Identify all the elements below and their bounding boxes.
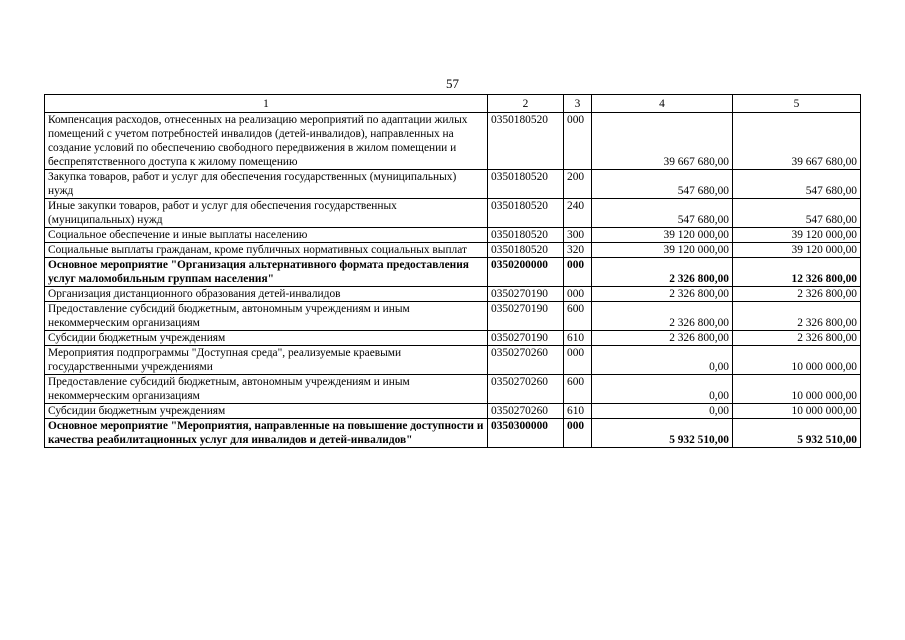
column-header: 2: [488, 95, 564, 113]
row-value-4: 2 326 800,00: [592, 331, 733, 346]
row-name: Основное мероприятие "Мероприятия, направленные на повышение доступности и качества реабилитационных услуг для инвалидов и детей-инвалидов": [45, 419, 488, 448]
row-code: 0350270190: [488, 287, 564, 302]
column-header: 5: [733, 95, 861, 113]
row-value-5: 10 000 000,00: [733, 404, 861, 419]
table-row: [45, 331, 861, 346]
row-name: Социальные выплаты гражданам, кроме публичных нормативных социальных выплат: [45, 243, 488, 258]
row-name: Организация дистанционного образования детей-инвалидов: [45, 287, 488, 302]
row-value-5: 2 326 800,00: [733, 302, 861, 331]
row-type: 600: [564, 302, 592, 331]
row-type: 600: [564, 375, 592, 404]
budget-table: [44, 94, 861, 448]
row-value-4: 547 680,00: [592, 199, 733, 228]
row-code: 0350180520: [488, 170, 564, 199]
row-value-5: 5 932 510,00: [733, 419, 861, 448]
row-value-5: 12 326 800,00: [733, 258, 861, 287]
table-row: [45, 302, 861, 331]
table-row: [45, 375, 861, 404]
row-code: 0350180520: [488, 228, 564, 243]
table-row: [45, 346, 861, 375]
row-value-4: 39 120 000,00: [592, 228, 733, 243]
row-type: 000: [564, 113, 592, 170]
row-type: 000: [564, 287, 592, 302]
row-value-4: 39 120 000,00: [592, 243, 733, 258]
table-row: [45, 113, 861, 170]
row-type: 240: [564, 199, 592, 228]
column-header: 3: [564, 95, 592, 113]
row-code: 0350180520: [488, 113, 564, 170]
row-value-5: 39 120 000,00: [733, 228, 861, 243]
column-header: 4: [592, 95, 733, 113]
row-value-5: 547 680,00: [733, 199, 861, 228]
row-code: 0350270190: [488, 302, 564, 331]
row-value-5: 2 326 800,00: [733, 331, 861, 346]
row-name: Мероприятия подпрограммы "Доступная среда", реализуемые краевыми государственными учреждениями: [45, 346, 488, 375]
table-row: [45, 258, 861, 287]
table-row: [45, 404, 861, 419]
table-row: [45, 243, 861, 258]
row-value-5: 10 000 000,00: [733, 375, 861, 404]
row-value-4: 2 326 800,00: [592, 302, 733, 331]
row-name: Иные закупки товаров, работ и услуг для обеспечения государственных (муниципальных) нужд: [45, 199, 488, 228]
row-value-5: 39 120 000,00: [733, 243, 861, 258]
row-type: 200: [564, 170, 592, 199]
table-row: [45, 228, 861, 243]
row-type: 000: [564, 258, 592, 287]
row-value-4: 2 326 800,00: [592, 258, 733, 287]
row-value-5: 2 326 800,00: [733, 287, 861, 302]
row-code: 0350180520: [488, 243, 564, 258]
row-value-4: 0,00: [592, 346, 733, 375]
row-value-4: 0,00: [592, 375, 733, 404]
row-name: Основное мероприятие "Организация альтернативного формата предоставления услуг маломобильным группам населения": [45, 258, 488, 287]
row-code: 0350270190: [488, 331, 564, 346]
row-value-4: 2 326 800,00: [592, 287, 733, 302]
table-row: [45, 287, 861, 302]
row-name: Закупка товаров, работ и услуг для обеспечения государственных (муниципальных) нужд: [45, 170, 488, 199]
row-name: Субсидии бюджетным учреждениям: [45, 331, 488, 346]
table-row: [45, 170, 861, 199]
row-code: 0350180520: [488, 199, 564, 228]
row-code: 0350200000: [488, 258, 564, 287]
row-name: Предоставление субсидий бюджетным, автономным учреждениям и иным некоммерческим организациям: [45, 375, 488, 404]
table-header-row: [45, 95, 861, 113]
row-type: 610: [564, 404, 592, 419]
page-number: 57: [446, 76, 459, 91]
row-value-5: 547 680,00: [733, 170, 861, 199]
row-value-5: 39 667 680,00: [733, 113, 861, 170]
row-value-4: 547 680,00: [592, 170, 733, 199]
row-value-4: 39 667 680,00: [592, 113, 733, 170]
column-header: 1: [45, 95, 488, 113]
table-row: [45, 199, 861, 228]
row-name: Субсидии бюджетным учреждениям: [45, 404, 488, 419]
row-type: 000: [564, 419, 592, 448]
row-type: 000: [564, 346, 592, 375]
row-type: 610: [564, 331, 592, 346]
row-type: 300: [564, 228, 592, 243]
row-value-4: 0,00: [592, 404, 733, 419]
row-value-4: 5 932 510,00: [592, 419, 733, 448]
row-name: Предоставление субсидий бюджетным, автономным учреждениям и иным некоммерческим организациям: [45, 302, 488, 331]
row-name: Социальное обеспечение и иные выплаты населению: [45, 228, 488, 243]
row-code: 0350300000: [488, 419, 564, 448]
row-name: Компенсация расходов, отнесенных на реализацию мероприятий по адаптации жилых помещений с учетом потребностей инвалидов (детей-инвалидов), направленных на создание условий по обеспечению свободного передвижения в жилом помещении и беспрепятственного доступа к жилому помещению: [45, 113, 488, 170]
row-code: 0350270260: [488, 375, 564, 404]
row-code: 0350270260: [488, 346, 564, 375]
row-type: 320: [564, 243, 592, 258]
row-code: 0350270260: [488, 404, 564, 419]
table-row: [45, 419, 861, 448]
row-value-5: 10 000 000,00: [733, 346, 861, 375]
